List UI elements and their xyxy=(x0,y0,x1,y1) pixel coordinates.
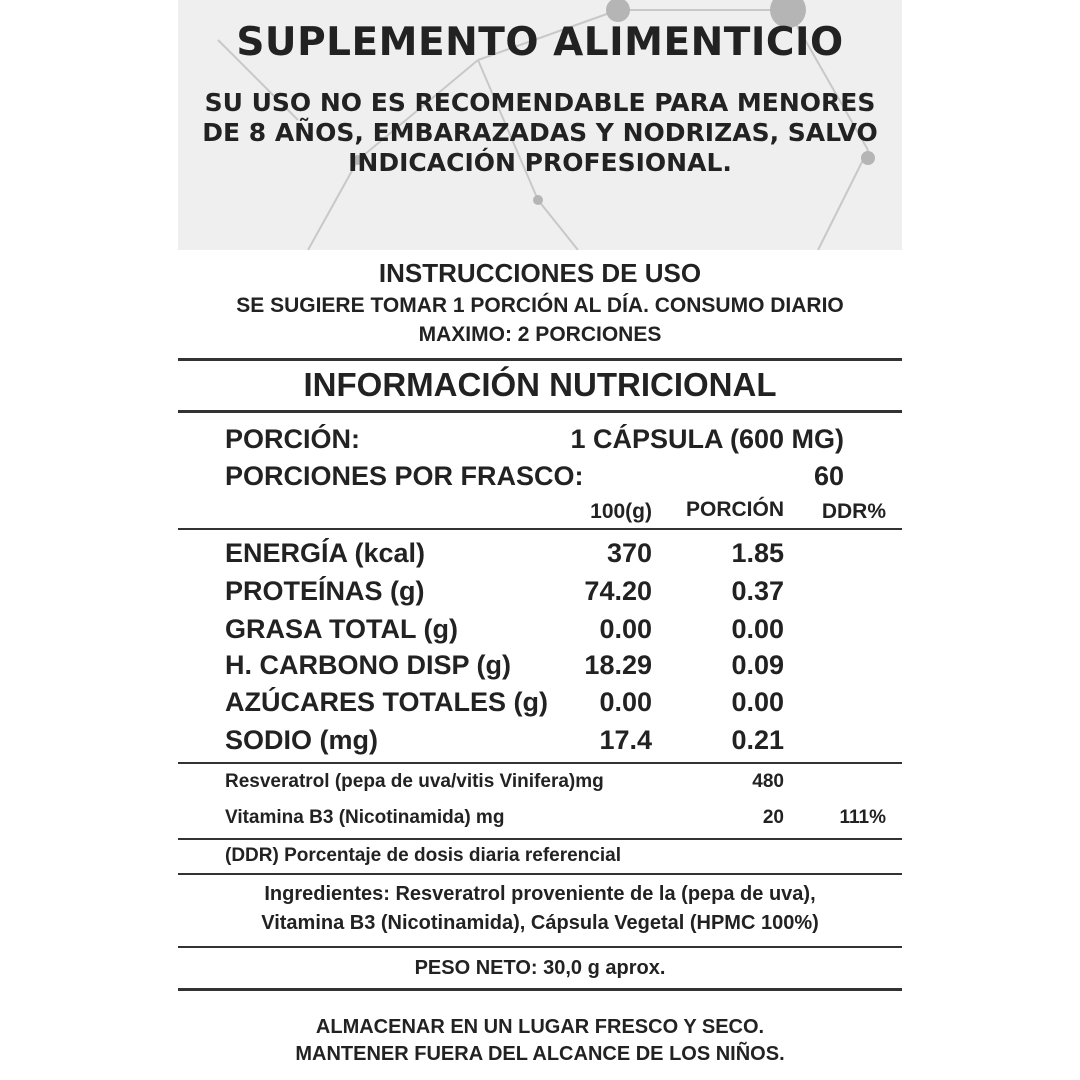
nutrition-title: INFORMACIÓN NUTRICIONAL xyxy=(303,366,777,403)
storage-line-2: MANTENER FUERA DEL ALCANCE DE LOS NIÑOS. xyxy=(295,1043,785,1065)
nutrient-per100: 74.20 xyxy=(584,576,652,606)
storage-instructions xyxy=(178,1014,902,1068)
ingredients-line-2: Vitamina B3 (Nicotinamida), Cápsula Vegetal (HPMC 100%) xyxy=(261,912,819,934)
nutrient-portion: 1.85 xyxy=(731,538,784,568)
warning-text: SU USO NO ES RECOMENDABLE PARA MENORES DE 8 AÑOS, EMBARAZADAS Y NODRIZAS, SALVO INDICACIÓN PROFESIONAL. xyxy=(202,88,878,177)
nutrient-name: GRASA TOTAL (g) xyxy=(225,614,458,644)
divider xyxy=(178,988,902,991)
net-weight: PESO NETO: 30,0 g aprox. xyxy=(414,957,666,979)
nutrient-name: ENERGÍA (kcal) xyxy=(225,538,426,568)
divider xyxy=(178,410,902,413)
instructions-line-1: SE SUGIERE TOMAR 1 PORCIÓN AL DÍA. CONSUMO DIARIO xyxy=(236,294,844,317)
ingredients-text xyxy=(178,880,902,938)
divider xyxy=(178,873,902,875)
nutrient-portion: 0.09 xyxy=(731,650,784,680)
divider xyxy=(178,838,902,840)
serving-value: 1 CÁPSULA (600 MG) xyxy=(570,424,844,454)
instructions-line-2: MAXIMO: 2 PORCIONES xyxy=(418,323,662,346)
extra-ingredient-name: Resveratrol (pepa de uva/vitis Vinifera)mg xyxy=(225,771,604,792)
column-header-100g: 100(g) xyxy=(590,500,652,523)
nutrient-name: SODIO (mg) xyxy=(225,725,378,755)
extra-ingredient-name: Vitamina B3 (Nicotinamida) mg xyxy=(225,807,505,828)
nutrient-portion: 0.00 xyxy=(731,614,784,644)
divider xyxy=(178,762,902,764)
ddr-note: (DDR) Porcentaje de dosis diaria referencial xyxy=(225,845,621,866)
nutrient-per100: 18.29 xyxy=(584,650,652,680)
column-header-ddr: DDR% xyxy=(821,500,886,523)
nutrient-per100: 0.00 xyxy=(599,614,652,644)
nutrient-portion: 0.37 xyxy=(731,576,784,606)
header-band xyxy=(178,0,902,250)
servings-per-container-label: PORCIONES POR FRASCO: xyxy=(225,461,584,491)
serving-label: PORCIÓN: xyxy=(225,424,360,454)
nutrient-name: AZÚCARES TOTALES (g) xyxy=(225,687,548,717)
instructions-text xyxy=(208,291,872,349)
extra-ingredient-portion: 480 xyxy=(752,771,784,792)
extra-ingredient-ddr: 111% xyxy=(839,807,886,828)
supplement-label xyxy=(178,0,902,1080)
nutrient-portion: 0.00 xyxy=(731,687,784,717)
nutrient-name: H. CARBONO DISP (g) xyxy=(225,650,512,680)
nutrient-portion: 0.21 xyxy=(731,725,784,755)
product-type-title: SUPLEMENTO ALIMENTICIO xyxy=(236,20,844,65)
divider xyxy=(178,528,902,530)
nutrient-per100: 0.00 xyxy=(599,687,652,717)
divider xyxy=(178,946,902,948)
servings-per-container-value: 60 xyxy=(813,461,844,491)
nutrient-name: PROTEÍNAS (g) xyxy=(225,576,425,606)
instructions-title: INSTRUCCIONES DE USO xyxy=(378,258,702,288)
nutrient-per100: 17.4 xyxy=(599,725,652,755)
column-header-portion: PORCIÓN xyxy=(685,498,784,521)
divider xyxy=(178,358,902,361)
storage-line-1: ALMACENAR EN UN LUGAR FRESCO Y SECO. xyxy=(315,1016,765,1038)
ingredients-line-1: Ingredientes: Resveratrol proveniente de la (pepa de uva), xyxy=(264,883,816,905)
extra-ingredient-portion: 20 xyxy=(762,807,784,828)
nutrient-per100: 370 xyxy=(606,538,652,568)
